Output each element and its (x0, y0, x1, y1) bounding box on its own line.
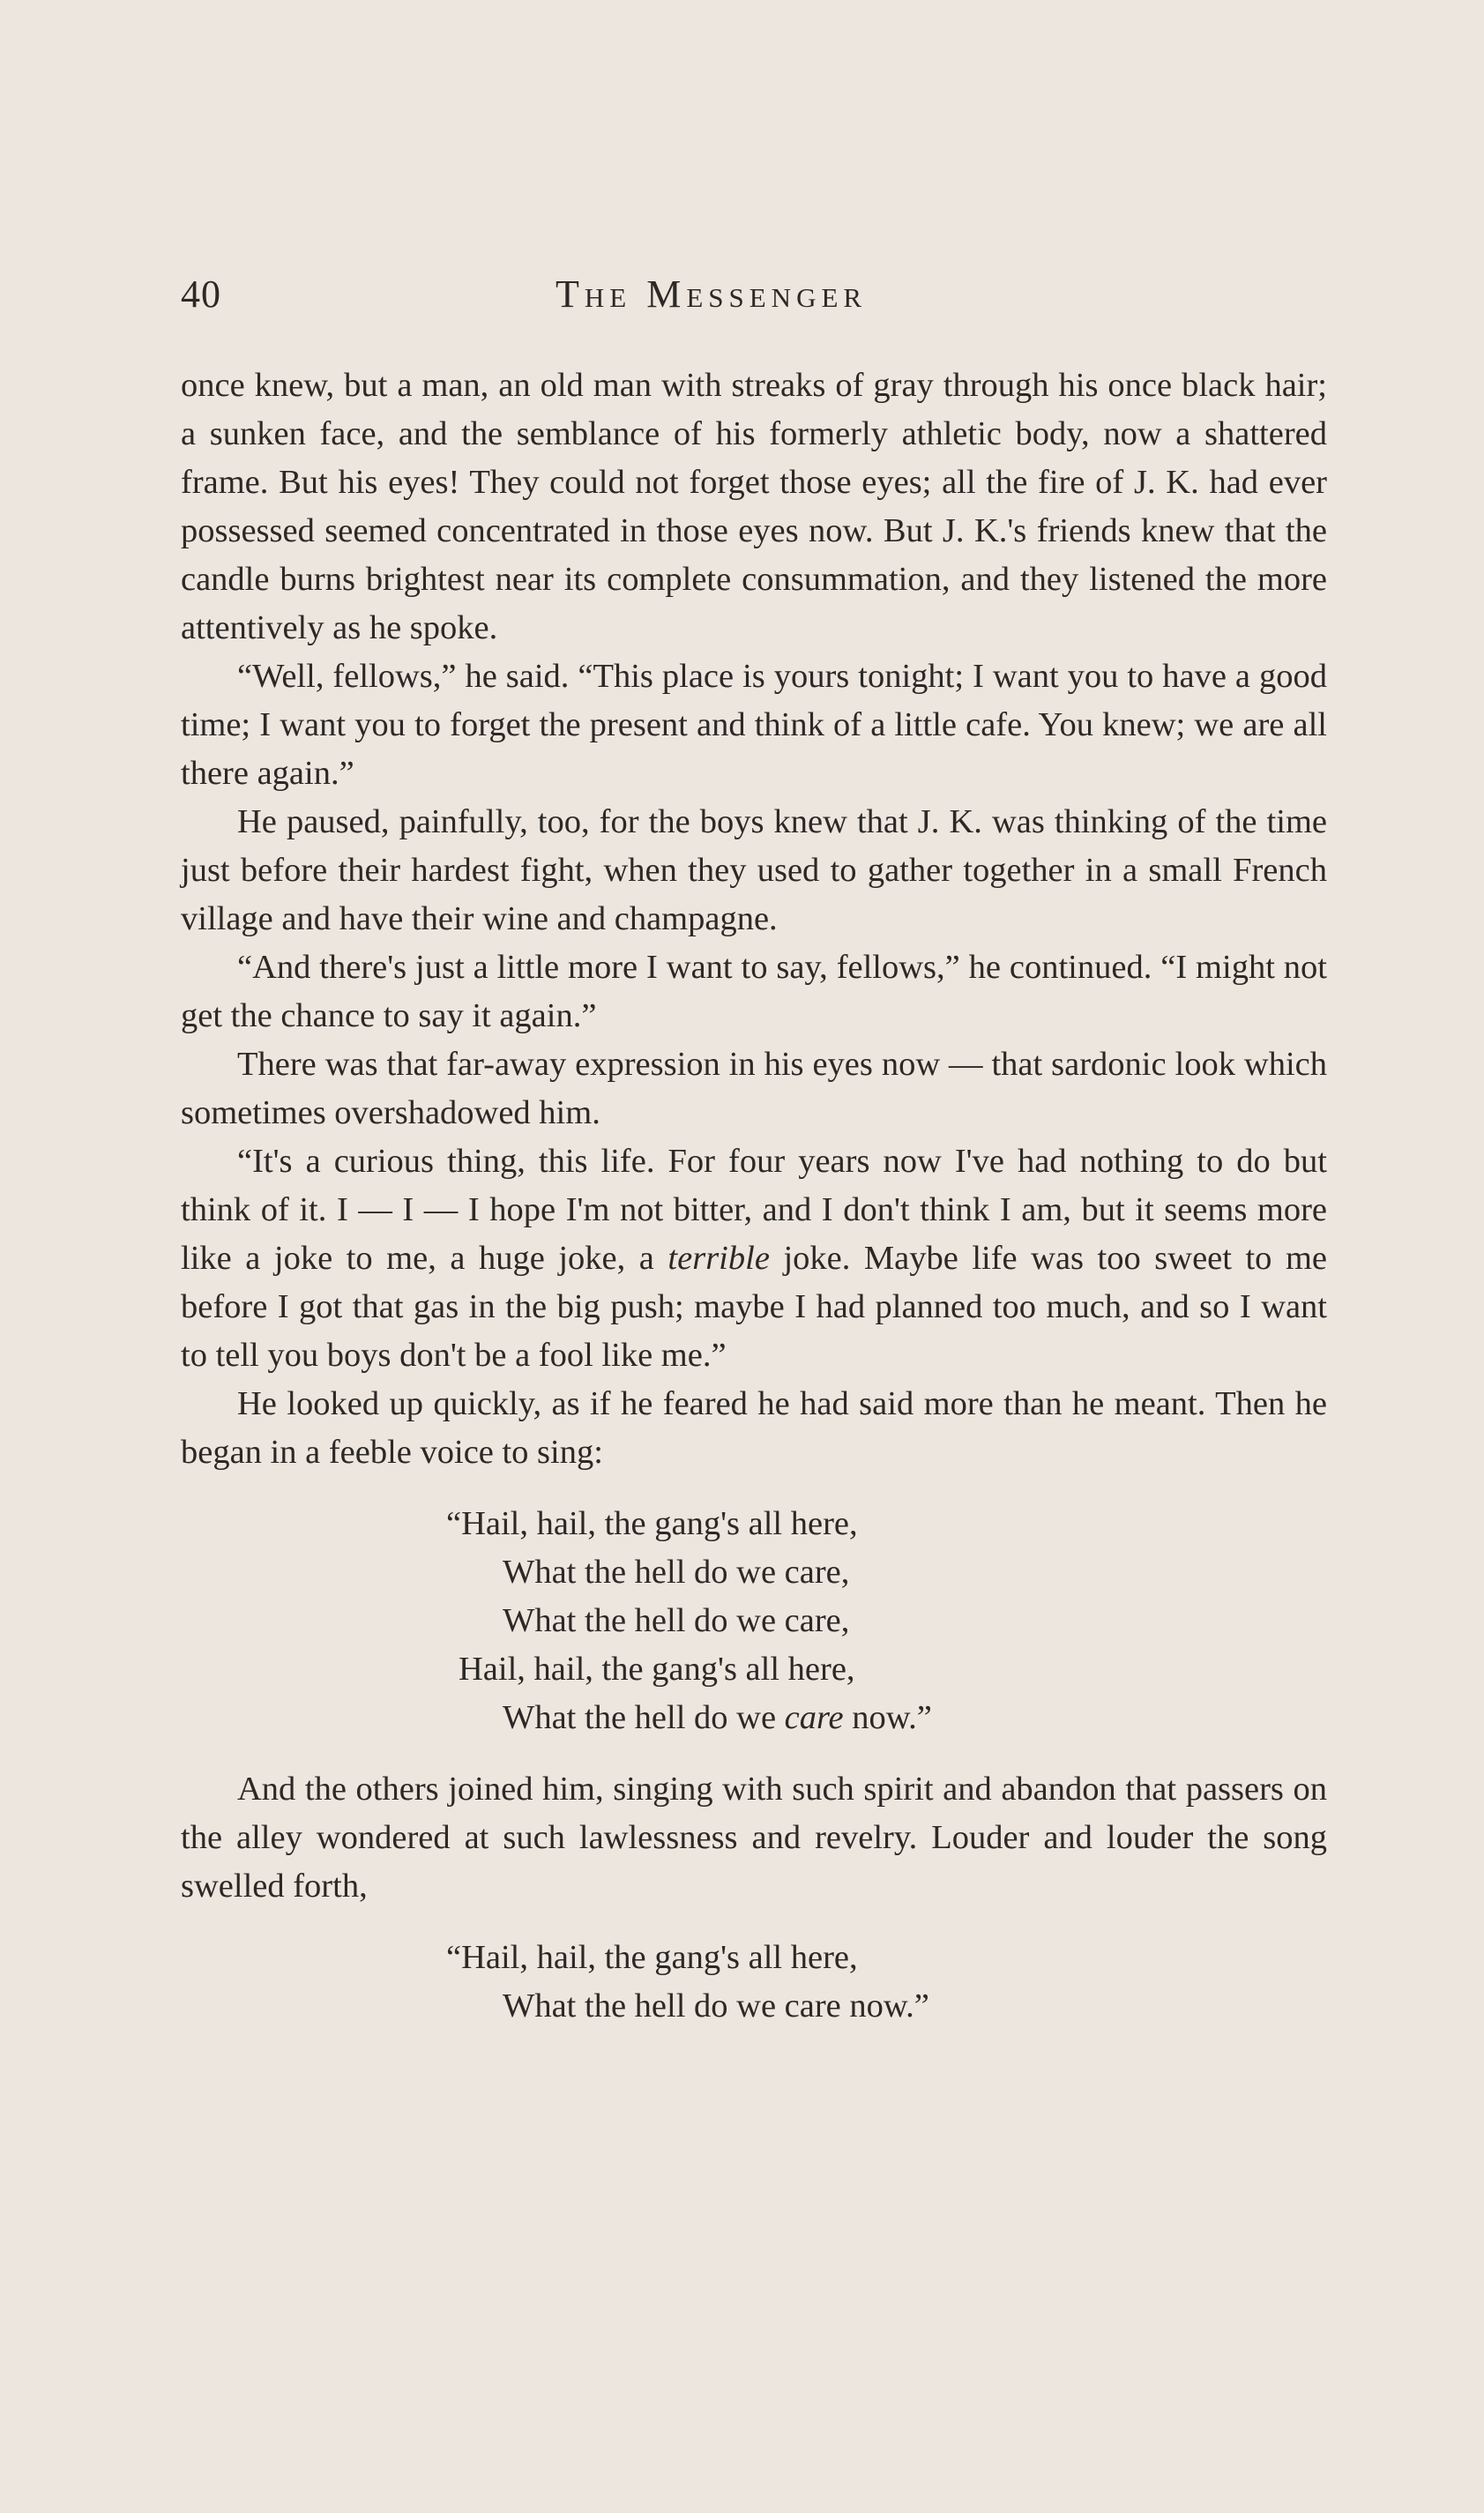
song-verse-2 (181, 1934, 1327, 2031)
emphasized-word: care (784, 1699, 844, 1736)
emphasized-word: terrible (667, 1240, 770, 1277)
page-header (181, 265, 1327, 335)
paragraph-text: “It's a curious thing, this life. For four years now I've had nothing to do but think of it. I — I — I hope I'm not bitter, and I don't think I am, but it seems more like a joke to me, a huge joke, a (181, 1143, 1327, 1277)
verse-line: What the hell do we care now.” (503, 1987, 929, 2025)
paragraph-curious-thing (181, 1137, 1327, 1380)
paragraph-he-paused: He paused, painfully, too, for the boys knew that J. K. was thinking of the time just before their hardest fight, when they used to gather together in a small French village and have their wine and champagne. (181, 803, 1327, 937)
verse-line: “Hail, hail, the gang's all here, (446, 1505, 858, 1542)
paragraph-looked-up: He looked up quickly, as if he feared he had said more than he meant. Then he began in a feeble voice to sing: (181, 1385, 1327, 1471)
verse-line: “Hail, hail, the gang's all here, (446, 1939, 858, 1976)
verse-line (459, 1694, 1327, 1742)
verse-line: Hail, hail, the gang's all here, (459, 1651, 855, 1688)
song-verse-1 (181, 1500, 1327, 1742)
paragraph-far-away: There was that far-away expression in his eyes now — that sardonic look which sometimes overshadowed him. (181, 1046, 1327, 1131)
verse-text: What the hell do we (503, 1699, 785, 1736)
paragraph-little-more: “And there's just a little more I want to say, fellows,” he continued. “I might not get the chance to say it again.” (181, 949, 1327, 1034)
paragraph-text: joke. Maybe life was too sweet to me before I got that gas in the big push; maybe I had planned too much, and so I want to tell you boys don't be a fool like me.” (181, 1240, 1327, 1374)
verse-line: What the hell do we care, (503, 1602, 850, 1639)
verse-line: What the hell do we care, (503, 1554, 850, 1591)
paragraph-others-joined: And the others joined him, singing with such spirit and abandon that passers on the alley wondered at such lawlessness and revelry. Louder and louder the song swelled forth, (181, 1771, 1327, 1905)
page-number: 40 (181, 272, 221, 316)
running-title: The Messenger (556, 272, 868, 316)
paragraph-continuation: once knew, but a man, an old man with streaks of gray through his once black hair; a sunken face, and the semblance of his formerly athletic body, now a shattered frame. But his eyes! They could not forget those eyes; all the fire of J. K. had ever possessed seemed concentrated in those eyes now. But J. K.'s friends knew that the candle burns brightest near its complete consummation, and they listened the more attentively as he spoke. (181, 367, 1327, 646)
verse-text: now.” (843, 1699, 932, 1736)
paragraph-well-fellows: “Well, fellows,” he said. “This place is yours tonight; I want you to have a good time; I want you to forget the present and think of a little cafe. You knew; we are all there again.” (181, 658, 1327, 792)
body-text (181, 362, 1327, 2054)
